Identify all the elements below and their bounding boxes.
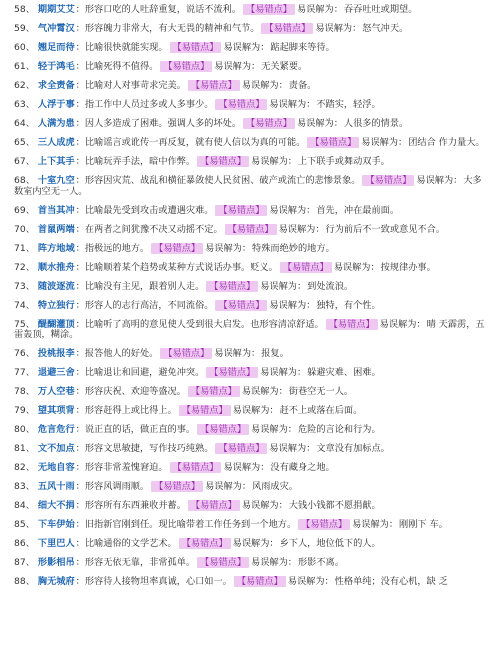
idiom-term: 首当其冲 bbox=[37, 204, 75, 216]
error-point-badge: 【易错点】 bbox=[234, 576, 286, 587]
idiom-definition: ：指工作中人员过多或人多事少。 bbox=[75, 98, 214, 110]
idiom-term: 望其项背 bbox=[37, 405, 75, 417]
misinterpretation-label: 易误解为： bbox=[352, 519, 399, 531]
entry-number: 83、 bbox=[14, 481, 35, 493]
idiom-term: 轻于鸿毛 bbox=[37, 60, 75, 72]
entry-number: 76、 bbox=[14, 348, 35, 360]
misinterpretation-label: 易误解为： bbox=[260, 280, 307, 292]
idiom-definition: ：形容风调雨顺。 bbox=[75, 481, 150, 493]
misinterpretation-text: 人很多的情景。 bbox=[343, 117, 409, 129]
error-point-badge: 【易错点】 bbox=[197, 156, 249, 167]
idiom-term: 退避三舍 bbox=[37, 367, 75, 379]
misinterpretation-label: 易误解为： bbox=[260, 367, 307, 379]
misinterpretation-text: 不踏实，轻浮。 bbox=[316, 98, 381, 110]
entry-number: 88、 bbox=[14, 576, 35, 588]
misinterpretation-label: 易误解为： bbox=[296, 4, 343, 15]
error-point-badge: 【易错点】 bbox=[215, 99, 267, 110]
misinterpretation-label: 易误解为： bbox=[269, 299, 316, 311]
error-point-badge: 【易错点】 bbox=[362, 175, 414, 186]
error-point-badge: 【易错点】 bbox=[188, 386, 240, 397]
idiom-definition: ：因人多造成了困难。强调人多的坏处。 bbox=[75, 117, 242, 129]
misinterpretation-label: 易误解为： bbox=[241, 79, 288, 91]
entry-number: 80、 bbox=[14, 424, 35, 436]
idiom-term: 求全责备 bbox=[37, 79, 75, 91]
entry-number: 78、 bbox=[14, 386, 35, 398]
entry-number: 86、 bbox=[14, 538, 35, 550]
idiom-entry bbox=[14, 137, 490, 149]
misinterpretation-label: 易误解为： bbox=[269, 98, 316, 110]
misinterpretation-label: 易误解为： bbox=[232, 538, 279, 550]
error-point-badge: 【易错点】 bbox=[225, 224, 277, 235]
misinterpretation-text: 特殊而绝妙的地方。 bbox=[252, 242, 335, 254]
misinterpretation-text: 大钱小钱都不愿捐献。 bbox=[288, 500, 381, 512]
misinterpretation-label: 易误解为： bbox=[361, 136, 408, 148]
idiom-definition: ：在两者之间犹豫不决又动摇不定。 bbox=[75, 223, 223, 235]
idiom-entry bbox=[14, 262, 490, 274]
idiom-term: 十室九空 bbox=[37, 174, 75, 186]
idiom-entry bbox=[14, 424, 490, 436]
entry-number: 72、 bbox=[14, 261, 35, 273]
idiom-definition: ：指极远的地方。 bbox=[75, 242, 150, 254]
misinterpretation-text: 责备。 bbox=[288, 79, 317, 91]
misinterpretation-text: 躲避灾难、困难。 bbox=[307, 367, 381, 379]
idiom-definition: ：形容待人接物坦率真诚，心口如一。 bbox=[75, 576, 232, 588]
idiom-entry bbox=[14, 519, 490, 531]
error-point-badge: 【易错点】 bbox=[160, 61, 212, 72]
misinterpretation-text: 按规律办事。 bbox=[380, 261, 436, 273]
entry-number: 71、 bbox=[14, 242, 35, 254]
misinterpretation-label: 易误解为： bbox=[214, 60, 261, 72]
idiom-term: 翘足而待 bbox=[37, 41, 75, 53]
idiom-entry bbox=[14, 557, 490, 569]
idiom-term: 醍醐灌顶 bbox=[37, 318, 75, 330]
idiom-entry bbox=[14, 156, 490, 168]
misinterpretation-label: 易误解为： bbox=[241, 386, 288, 398]
idiom-entry bbox=[14, 118, 490, 130]
entry-number: 84、 bbox=[14, 500, 35, 512]
idiom-entry bbox=[14, 205, 490, 217]
misinterpretation-text: 上下联手或舞动双手。 bbox=[297, 155, 390, 167]
idiom-definition: ：旧指新官刚到任。现比喻带着工作任务到一个地方。 bbox=[75, 519, 297, 531]
entry-number: 64、 bbox=[14, 117, 35, 129]
idiom-term: 无地自容 bbox=[37, 462, 75, 474]
idiom-term: 随波逐流 bbox=[37, 280, 75, 292]
entry-number: 75、 bbox=[14, 318, 35, 330]
misinterpretation-text: 刚刚下 车。 bbox=[399, 519, 448, 531]
idiom-entry bbox=[14, 80, 490, 92]
error-point-badge: 【易错点】 bbox=[170, 42, 222, 53]
idiom-definition: ：形容文思敏捷，写作技巧纯熟。 bbox=[75, 443, 214, 455]
entry-number: 74、 bbox=[14, 299, 35, 311]
idiom-entry bbox=[14, 319, 490, 342]
misinterpretation-text: 形影不离。 bbox=[297, 557, 344, 569]
idiom-term: 三人成虎 bbox=[37, 136, 75, 148]
misinterpretation-label: 易误解为： bbox=[251, 557, 297, 569]
idiom-definition: ：形容非常羞愧窘迫。 bbox=[75, 462, 168, 474]
entry-number: 68、 bbox=[14, 174, 35, 186]
misinterpretation-text: 文章没有加标点。 bbox=[316, 443, 390, 455]
entry-number: 85、 bbox=[14, 519, 35, 531]
idiom-term: 人满为患 bbox=[37, 117, 75, 129]
misinterpretation-text: 性格单纯；没有心机，缺 乏 bbox=[334, 576, 448, 588]
idiom-term: 特立独行 bbox=[37, 299, 75, 311]
idiom-term: 胸无城府 bbox=[37, 576, 75, 588]
idiom-definition: ：比喻谣言或讹传一再反复，就有使人信以为真的可能。 bbox=[75, 136, 306, 148]
entry-number: 62、 bbox=[14, 79, 35, 91]
idiom-definition: ：比喻死得不值得。 bbox=[75, 60, 159, 72]
misinterpretation-text: 吞吞吐吐或期望。 bbox=[343, 4, 418, 15]
idiom-entry bbox=[14, 224, 490, 236]
error-point-badge: 【易错点】 bbox=[206, 367, 258, 378]
misinterpretation-label: 易误解为： bbox=[232, 405, 279, 417]
misinterpretation-text: 晴 天霹雳，五雷轰顶，糊涂。 bbox=[14, 318, 485, 341]
idiom-entry bbox=[14, 23, 490, 35]
idiom-term: 期期艾艾 bbox=[37, 4, 75, 15]
entry-number: 79、 bbox=[14, 405, 35, 417]
entry-number: 60、 bbox=[14, 41, 35, 53]
idiom-definition: ：形容魄力非常大，有大无畏的精神和气节。 bbox=[75, 22, 260, 34]
misinterpretation-text: 风雨成灾。 bbox=[252, 481, 298, 493]
idiom-entry bbox=[14, 281, 490, 293]
idiom-definition: ：说正直的话，做正直的事。 bbox=[75, 424, 196, 436]
idiom-definition: ：比喻顺着某个趋势或某种方式说话办事。贬义。 bbox=[75, 261, 278, 273]
idiom-entry bbox=[14, 42, 490, 54]
idiom-term: 细大不捐 bbox=[37, 500, 75, 512]
misinterpretation-label: 易误解为： bbox=[223, 41, 270, 53]
error-point-badge: 【易错点】 bbox=[206, 281, 258, 292]
error-point-badge: 【易错点】 bbox=[243, 4, 295, 15]
misinterpretation-text: 大多数室内空无一人。 bbox=[14, 174, 482, 197]
error-point-badge: 【易错点】 bbox=[170, 462, 222, 473]
misinterpretation-text: 报复。 bbox=[261, 348, 289, 360]
idiom-entry bbox=[14, 386, 490, 398]
error-point-badge: 【易错点】 bbox=[298, 519, 350, 530]
error-point-badge: 【易错点】 bbox=[188, 500, 240, 511]
error-point-badge: 【易错点】 bbox=[215, 205, 267, 216]
error-point-badge: 【易错点】 bbox=[197, 557, 249, 568]
misinterpretation-label: 易误解为： bbox=[205, 481, 252, 493]
error-point-badge: 【易错点】 bbox=[160, 348, 212, 359]
idiom-term: 危言危行 bbox=[37, 424, 75, 436]
error-point-badge: 【易错点】 bbox=[307, 137, 359, 148]
idiom-entry bbox=[14, 481, 490, 493]
misinterpretation-label: 易误解为： bbox=[241, 500, 288, 512]
idiom-definition: ：形容庆祝、欢迎等盛况。 bbox=[75, 386, 186, 398]
idiom-definition: ：比喻听了高明的意见使人受到很大启发。也形容清凉舒适。 bbox=[75, 318, 324, 330]
misinterpretation-text: 团结合 作力量大。 bbox=[408, 136, 485, 148]
idiom-term: 顺水推舟 bbox=[37, 261, 75, 273]
idiom-term: 文不加点 bbox=[37, 443, 75, 455]
entry-number: 69、 bbox=[14, 204, 35, 216]
error-point-badge: 【易错点】 bbox=[179, 538, 231, 549]
entry-number: 81、 bbox=[14, 443, 35, 455]
misinterpretation-text: 乡下人，地位低下的人。 bbox=[279, 538, 381, 550]
idiom-term: 五风十雨 bbox=[37, 481, 75, 493]
idiom-entry bbox=[14, 538, 490, 550]
error-point-badge: 【易错点】 bbox=[215, 443, 267, 454]
entry-number: 87、 bbox=[14, 557, 35, 569]
misinterpretation-label: 易误解为： bbox=[251, 155, 297, 167]
idiom-definition: ：比喻对人对事苛求完美。 bbox=[75, 79, 186, 91]
idiom-term: 首鼠两端 bbox=[37, 223, 75, 235]
error-point-badge: 【易错点】 bbox=[197, 424, 249, 435]
idiom-term: 形影相吊 bbox=[37, 557, 75, 569]
idiom-definition: ：比喻退让和回避，避免冲突。 bbox=[75, 367, 205, 379]
idiom-term: 下里巴人 bbox=[37, 538, 75, 550]
idiom-entry bbox=[14, 500, 490, 512]
misinterpretation-label: 易误解为： bbox=[223, 462, 270, 474]
misinterpretation-text: 无关紧要。 bbox=[261, 60, 308, 72]
error-point-badge: 【易错点】 bbox=[151, 481, 203, 492]
idiom-term: 投桃报李 bbox=[37, 348, 75, 360]
entry-number: 58、 bbox=[14, 4, 35, 15]
entry-number: 63、 bbox=[14, 98, 35, 110]
entry-number: 65、 bbox=[14, 136, 35, 148]
idiom-entry bbox=[14, 4, 490, 16]
misinterpretation-text: 踮起脚来等待。 bbox=[270, 41, 335, 53]
idiom-entry bbox=[14, 462, 490, 474]
misinterpretation-text: 没有藏身之地。 bbox=[270, 462, 335, 474]
idiom-entry bbox=[14, 576, 490, 588]
misinterpretation-text: 到处流浪。 bbox=[307, 280, 354, 292]
entry-number: 70、 bbox=[14, 223, 35, 235]
error-point-badge: 【易错点】 bbox=[326, 319, 378, 330]
error-point-badge: 【易错点】 bbox=[151, 243, 203, 254]
misinterpretation-label: 易误解为： bbox=[251, 424, 297, 436]
idiom-definition: ：比喻通俗的文学艺术。 bbox=[75, 538, 177, 550]
misinterpretation-text: 行为前后不一致或意见不合。 bbox=[325, 223, 445, 235]
misinterpretation-label: 易误解为： bbox=[416, 174, 463, 186]
idiom-entry bbox=[14, 405, 490, 417]
idiom-definition: ：形容口吃的人吐辞重复，说话不流利。 bbox=[75, 4, 242, 15]
idiom-definition: ：比喻很快就能实现。 bbox=[75, 41, 168, 53]
error-point-badge: 【易错点】 bbox=[215, 300, 267, 311]
idiom-entry bbox=[14, 300, 490, 312]
idiom-entry bbox=[14, 367, 490, 379]
error-point-badge: 【易错点】 bbox=[280, 262, 332, 273]
idiom-entry bbox=[14, 99, 490, 111]
idiom-term: 人浮于事 bbox=[37, 98, 75, 110]
idiom-term: 气冲霄汉 bbox=[37, 22, 75, 34]
misinterpretation-label: 易误解为： bbox=[333, 261, 380, 273]
idiom-entry bbox=[14, 61, 490, 73]
idiom-term: 下车伊始 bbox=[37, 519, 75, 531]
idiom-definition: ：比喻没有主见，跟着别人走。 bbox=[75, 280, 205, 292]
misinterpretation-label: 易误解为： bbox=[296, 117, 343, 129]
entry-number: 59、 bbox=[14, 22, 35, 34]
misinterpretation-text: 危险的言论和行为。 bbox=[297, 424, 381, 436]
misinterpretation-label: 易误解为： bbox=[315, 22, 362, 34]
misinterpretation-text: 独特，有个性。 bbox=[316, 299, 381, 311]
idiom-definition: ：形容因灾荒、战乱和横征暴敛使人民贫困、破产或流亡的悲惨景象。 bbox=[75, 174, 361, 186]
entry-number: 77、 bbox=[14, 367, 35, 379]
misinterpretation-text: 赶不上或落在后面。 bbox=[279, 405, 363, 417]
entry-number: 73、 bbox=[14, 280, 35, 292]
misinterpretation-label: 易误解为： bbox=[287, 576, 334, 588]
misinterpretation-text: 首先，冲在最前面。 bbox=[316, 204, 400, 216]
idiom-definition: ：报答他人的好处。 bbox=[75, 348, 159, 360]
idiom-term: 阵方地域 bbox=[37, 242, 75, 254]
idiom-definition: ：比喻最先受到攻击或遭遇灾难。 bbox=[75, 204, 214, 216]
idiom-definition: ：形容所有东西兼收并蓄。 bbox=[75, 500, 186, 512]
idiom-entry bbox=[14, 175, 490, 198]
misinterpretation-label: 易误解为： bbox=[269, 443, 316, 455]
idiom-entry bbox=[14, 348, 490, 360]
misinterpretation-label: 易误解为： bbox=[278, 223, 325, 235]
idiom-definition: ：形容无依无靠，非常孤单。 bbox=[75, 557, 196, 569]
error-point-badge: 【易错点】 bbox=[188, 80, 240, 91]
idiom-entry bbox=[14, 243, 490, 255]
misinterpretation-text: 街巷空无一人。 bbox=[288, 386, 354, 398]
error-point-badge: 【易错点】 bbox=[261, 23, 313, 34]
misinterpretation-label: 易误解为： bbox=[379, 318, 426, 330]
misinterpretation-label: 易误解为： bbox=[214, 348, 261, 360]
idiom-entry bbox=[14, 443, 490, 455]
misinterpretation-text: 怒气冲天。 bbox=[362, 22, 409, 34]
idiom-term: 万人空巷 bbox=[37, 386, 75, 398]
idiom-term: 上下其手 bbox=[37, 155, 75, 167]
misinterpretation-label: 易误解为： bbox=[205, 242, 252, 254]
entry-number: 67、 bbox=[14, 155, 35, 167]
idiom-definition: ：形容人的志行高洁，不同流俗。 bbox=[75, 299, 214, 311]
entry-number: 61、 bbox=[14, 60, 35, 72]
idiom-definition: ：形容赶得上或比得上。 bbox=[75, 405, 177, 417]
misinterpretation-label: 易误解为： bbox=[269, 204, 316, 216]
idiom-definition: ：比喻玩弄手法，暗中作弊。 bbox=[75, 155, 196, 167]
error-point-badge: 【易错点】 bbox=[179, 405, 231, 416]
error-point-badge: 【易错点】 bbox=[243, 118, 295, 129]
entry-number: 82、 bbox=[14, 462, 35, 474]
